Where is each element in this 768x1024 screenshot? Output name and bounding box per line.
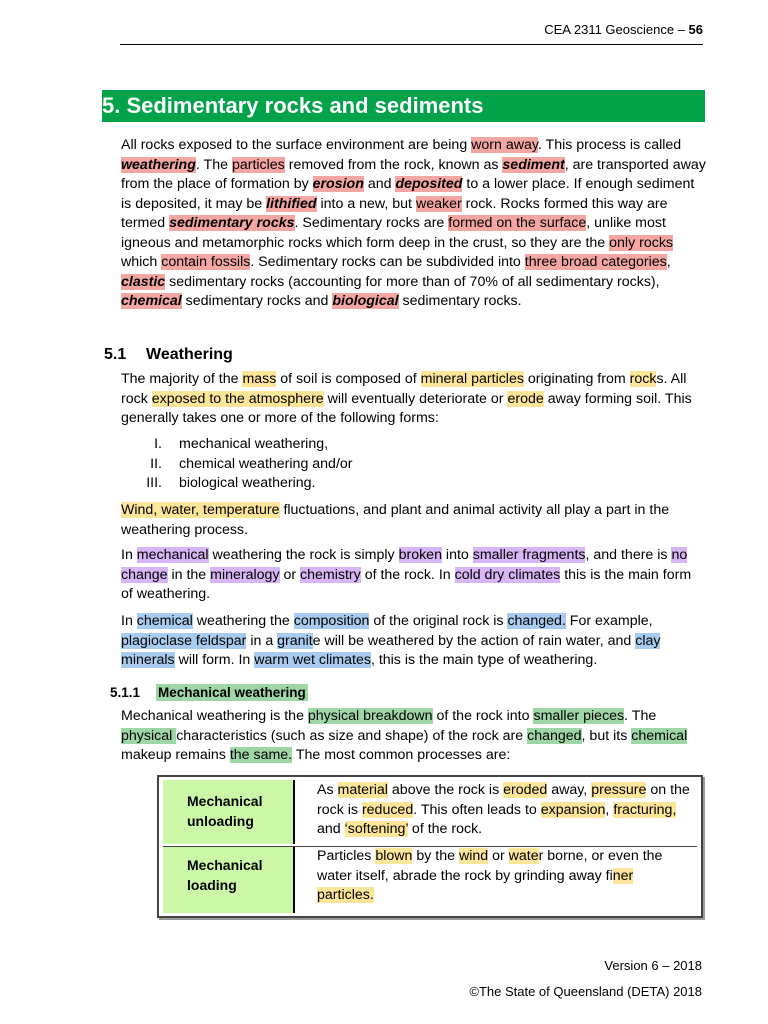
text-run: , unlike most igneous and metamorphic rocks which form deep in the crust, so they are the xyxy=(121,215,666,251)
highlighted-term: sediment xyxy=(502,156,565,173)
text-run: in a xyxy=(246,632,278,649)
text-run: in the xyxy=(167,566,211,583)
text-run: of the original rock is xyxy=(369,613,508,629)
text-run: and xyxy=(363,176,396,192)
text-run: makeup remains xyxy=(121,747,230,763)
highlighted-term: deposited xyxy=(395,176,463,192)
highlighted-term: plagioclase feldspar xyxy=(121,632,247,649)
text-run: . The xyxy=(624,708,657,724)
highlighted-term: cold dry climates xyxy=(454,566,561,583)
factors-paragraph xyxy=(121,501,706,540)
header-page-number: 56 xyxy=(688,22,703,37)
text-run: originating from xyxy=(523,371,630,387)
text-run: weathering the xyxy=(192,613,294,629)
text-run: . The xyxy=(195,156,232,173)
highlighted-term: weaker xyxy=(415,195,462,212)
text-run: Particles xyxy=(317,848,376,864)
text-run: will form. In xyxy=(174,652,255,668)
text-run: this is the main form of weathering. xyxy=(121,566,692,602)
text-run: , xyxy=(605,801,614,818)
highlighted-term: warm wet climates xyxy=(254,652,371,668)
text-run: . Sedimentary rocks are xyxy=(294,215,449,231)
text-run: by the xyxy=(412,848,459,864)
highlighted-term: worn away xyxy=(471,137,538,153)
text-run: The most common processes are: xyxy=(292,747,511,763)
highlighted-term: broken xyxy=(398,547,442,563)
text-run: r borne, or even the water itself, abrade the rock by grinding away fi xyxy=(317,848,663,884)
highlighted-term: the same. xyxy=(229,747,293,763)
highlighted-term: composition xyxy=(293,613,370,629)
highlighted-term: chemical xyxy=(631,727,688,744)
text-run: or xyxy=(279,566,301,583)
text-run: sedimentary rocks. xyxy=(398,293,522,309)
text-run: of the rock. xyxy=(407,821,483,837)
list-numeral: III. xyxy=(146,475,162,491)
text-run: e will be weathered by the action of rain water, and xyxy=(312,632,636,649)
text-run: rock. Rocks formed this way are termed xyxy=(121,195,668,231)
highlighted-term: changed. xyxy=(507,613,566,629)
highlighted-term: eroded xyxy=(503,782,548,798)
label-line: loading xyxy=(187,877,237,893)
highlighted-term: granit xyxy=(277,632,313,649)
intro-paragraph xyxy=(121,136,706,312)
highlighted-term: sedimentary rocks xyxy=(169,215,295,231)
highlighted-term: material xyxy=(337,782,388,798)
highlighted-term: particles xyxy=(231,156,285,173)
subsection-heading-mechanical xyxy=(110,685,308,700)
list-text: chemical weathering and/or xyxy=(179,455,353,472)
highlighted-term: clay minerals xyxy=(121,632,661,668)
section-title: Weathering xyxy=(146,346,233,363)
header-course: CEA 2311 Geoscience – xyxy=(544,22,689,37)
highlighted-term: chemical xyxy=(136,613,193,629)
text-run: , are transported away from the place of formation by xyxy=(121,156,706,192)
highlighted-term: mechanical xyxy=(136,547,209,563)
processes-table xyxy=(157,775,703,918)
text-run: , and there is xyxy=(585,547,672,563)
highlighted-term: clastic xyxy=(121,273,166,290)
highlighted-term: rock xyxy=(629,371,657,387)
highlighted-term: fracturing, xyxy=(613,801,677,818)
highlighted-term: physical breakdown xyxy=(307,708,433,724)
text-run: . This often leads to xyxy=(413,801,541,818)
highlighted-term: reduced xyxy=(361,801,414,818)
text-run: In xyxy=(121,613,137,629)
text-run: All rocks exposed to the surface environment are being xyxy=(121,137,472,153)
text-run: s. All rock xyxy=(121,371,687,407)
text-run: of the rock. In xyxy=(360,566,455,583)
highlighted-term: smaller pieces xyxy=(533,708,625,724)
highlighted-term: lithified xyxy=(266,195,317,212)
highlighted-term: ‘softening’ xyxy=(344,821,408,837)
highlighted-term: changed xyxy=(527,727,582,744)
highlighted-term: mass xyxy=(242,371,277,387)
highlighted-term: only rocks xyxy=(609,234,674,251)
text-run: sedimentary rocks (accounting for more than of 70% of all sedimentary rocks), xyxy=(165,273,660,290)
text-run: As xyxy=(317,782,338,798)
highlighted-term: mineral particles xyxy=(420,371,524,387)
text-run: weathering the rock is simply xyxy=(208,547,399,563)
highlighted-term: formed on the surface xyxy=(448,215,587,231)
table-row xyxy=(163,780,697,844)
highlighted-term: physical xyxy=(121,727,177,744)
list-item xyxy=(121,474,706,494)
subsection-number: 5.1.1 xyxy=(110,685,141,700)
text-run: will eventually deteriorate or xyxy=(323,390,508,407)
table-row-label xyxy=(163,780,295,844)
highlighted-term: weathering xyxy=(121,156,196,173)
highlighted-term: erode xyxy=(507,390,544,407)
highlighted-term: ner particles. xyxy=(317,867,634,903)
mechanical-paragraph xyxy=(121,546,706,605)
weathering-paragraph xyxy=(121,370,706,429)
highlighted-term: chemistry xyxy=(300,566,361,583)
text-run: and xyxy=(317,821,345,837)
text-run: into a new, but xyxy=(316,195,416,212)
footer-copyright: ©The State of Queensland (DETA) 2018 xyxy=(469,984,702,999)
text-run: , but its xyxy=(581,727,632,744)
highlighted-term: contain fossils xyxy=(161,254,251,270)
text-run: removed from the rock, known as xyxy=(284,156,503,173)
highlighted-term: smaller fragments xyxy=(472,547,586,563)
list-item xyxy=(121,435,706,455)
table-row xyxy=(163,847,697,913)
label-line: unloading xyxy=(187,813,254,829)
text-run: or xyxy=(488,848,509,864)
chapter-title-bar xyxy=(102,90,705,122)
chapter-title: 5. Sedimentary rocks and sediments xyxy=(102,93,484,118)
list-numeral: I. xyxy=(154,436,162,452)
text-run: fluctuations, and plant and animal activity all play a part in the weathering process. xyxy=(121,502,670,538)
highlighted-term: mineralogy xyxy=(210,566,280,583)
highlighted-term: three broad categories xyxy=(524,254,667,270)
highlighted-term: expansion xyxy=(540,801,606,818)
table-row-description xyxy=(317,781,693,840)
text-run: into xyxy=(441,547,473,563)
text-run: of the rock into xyxy=(432,708,534,724)
text-run: away forming soil. This generally takes one or more of the following forms: xyxy=(121,390,692,426)
highlighted-term: wind xyxy=(458,848,489,864)
mech-weathering-paragraph xyxy=(121,707,706,766)
table-row-description xyxy=(317,847,693,906)
highlighted-term: wate xyxy=(508,848,539,864)
highlighted-term: pressure xyxy=(591,782,647,798)
highlighted-term: chemical xyxy=(121,293,182,309)
highlighted-term: erosion xyxy=(312,176,364,192)
text-run: . Sedimentary rocks can be subdivided into xyxy=(250,254,525,270)
text-run: sedimentary rocks and xyxy=(181,293,333,309)
highlighted-term: exposed to the atmosphere xyxy=(151,390,324,407)
text-run: of soil is composed of xyxy=(276,371,421,387)
weathering-forms-list xyxy=(121,435,706,494)
text-run: to a lower place. If enough sediment is deposited, it may be xyxy=(121,176,695,212)
text-run: The majority of the xyxy=(121,371,243,387)
text-run: , this is the main type of weathering. xyxy=(370,652,598,668)
footer-version: Version 6 – 2018 xyxy=(604,958,702,973)
list-numeral: II. xyxy=(150,455,162,472)
list-item xyxy=(121,455,706,475)
text-run: on the rock is xyxy=(317,782,690,818)
text-run: Mechanical weathering is the xyxy=(121,708,308,724)
label-line: Mechanical xyxy=(187,793,263,809)
section-number: 5.1 xyxy=(104,346,127,363)
text-run: . This process is called xyxy=(537,137,682,153)
header-text xyxy=(544,22,703,37)
subsection-title: Mechanical weathering xyxy=(158,685,306,700)
text-run: characteristics (such as size and shape) of the rock are xyxy=(176,727,528,744)
text-run: which xyxy=(121,254,162,270)
text-run: For example, xyxy=(565,613,653,629)
table-row-label xyxy=(163,847,295,913)
highlighted-term: no change xyxy=(121,547,688,583)
highlighted-term: biological xyxy=(332,293,399,309)
list-text: biological weathering. xyxy=(179,475,316,491)
text-run: , xyxy=(666,254,671,270)
chemical-paragraph xyxy=(121,612,706,671)
text-run: above the rock is xyxy=(387,782,504,798)
highlighted-term: Wind, water, temperature xyxy=(121,502,280,518)
text-run: In xyxy=(121,547,137,563)
label-line: Mechanical xyxy=(187,857,263,873)
page-header xyxy=(120,14,703,45)
section-heading-weathering xyxy=(104,346,233,364)
text-run: away, xyxy=(547,782,592,798)
list-text: mechanical weathering, xyxy=(179,436,329,452)
highlighted-term: blown xyxy=(375,848,413,864)
